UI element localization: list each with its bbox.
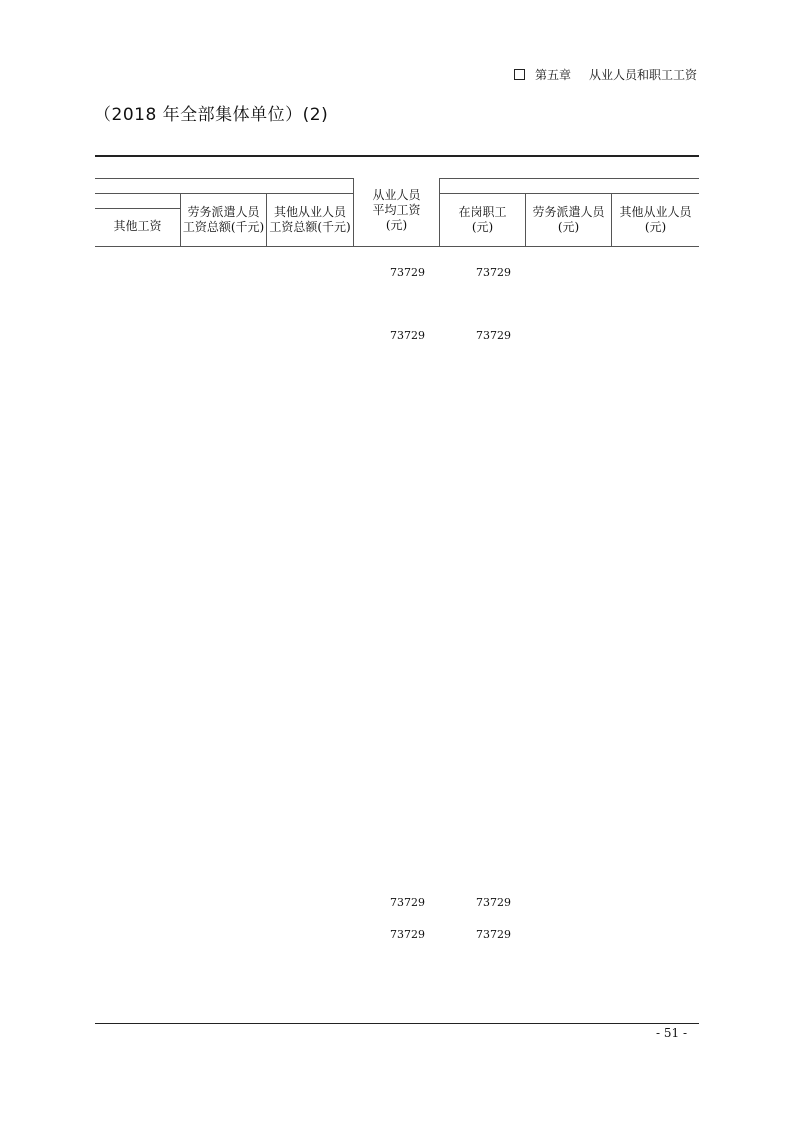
- onpost-wage-cell: 73729: [476, 896, 511, 909]
- onpost-wage-cell: 73729: [476, 329, 511, 342]
- column-header: 在岗职工 (元): [458, 205, 507, 234]
- column-header: 劳务派遣人员 工资总额(千元): [182, 205, 265, 234]
- header-rule: [439, 193, 699, 194]
- section-label: 从业人员和职工工资: [588, 68, 697, 82]
- chapter-label: 第五章: [534, 68, 571, 82]
- header-rule: [95, 178, 353, 179]
- avg-wage-cell: 73729: [390, 329, 425, 342]
- avg-wage-cell: 73729: [390, 928, 425, 941]
- column-header: 其他从业人员 (元): [619, 205, 692, 234]
- header-rule: [439, 178, 699, 179]
- header-bottom-rule: [95, 246, 699, 247]
- column-header: 其他工资: [113, 219, 162, 233]
- header-rule: [95, 208, 181, 209]
- avg-wage-cell: 73729: [390, 896, 425, 909]
- avg-wage-cell: 73729: [390, 266, 425, 279]
- header-rule: [95, 193, 353, 194]
- page-title: （2018 年全部集体单位）(2): [94, 105, 329, 125]
- table-top-rule: [95, 155, 699, 157]
- column-header: 其他从业人员 工资总额(千元): [269, 205, 351, 234]
- running-head: [514, 66, 697, 83]
- page-number: - 51 -: [655, 1026, 687, 1040]
- column-header: 从业人员 平均工资 (元): [372, 188, 421, 232]
- footer-rule: [95, 1023, 699, 1024]
- square-icon: [514, 69, 525, 80]
- column-header: 劳务派遣人员 (元): [532, 205, 605, 234]
- onpost-wage-cell: 73729: [476, 266, 511, 279]
- onpost-wage-cell: 73729: [476, 928, 511, 941]
